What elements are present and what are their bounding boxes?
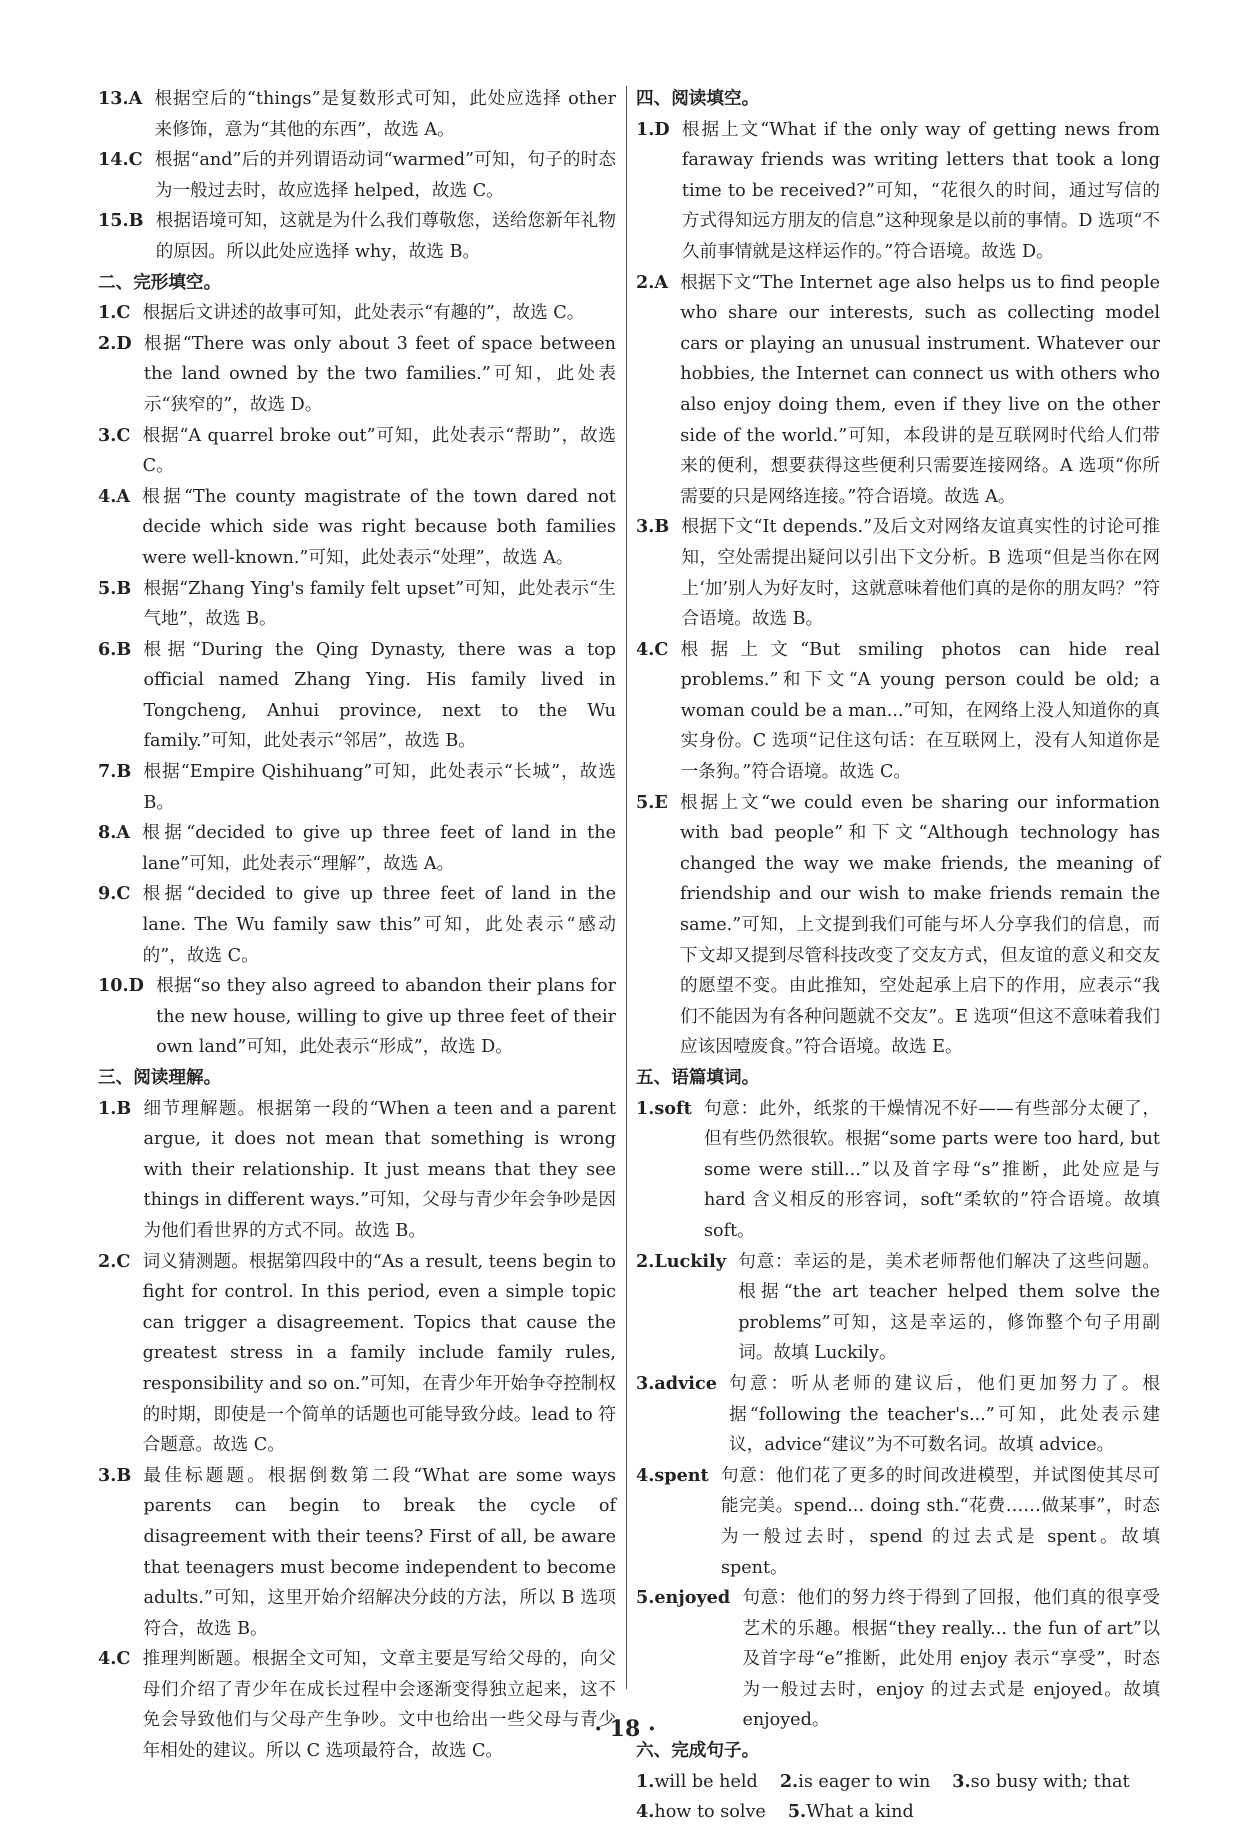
answer-explanation: 根据上文“But smiling photos can hide real problems.”和下文“A young person could be old; a woman could be a man...”可知，在网络上没人知道你的真实身份。C 选项“记住这句话：在互联网上，没有人知道你是一条狗。”符合语境。故选 C。 [680, 639, 1160, 783]
answer-key: 1.D [636, 118, 670, 140]
answer-explanation: 句意：此外，纸浆的干燥情况不好——有些部分太硬了，但有些仍然很软。根据“some parts were too hard, but some were still...”以及首字母“s”推断，此处应是与 hard 含义相反的形容词，soft“柔软的”符合语境。故填 soft。 [703, 1098, 1160, 1241]
answer-explanation: 句意：听从老师的建议后，他们更加努力了。根据“following the teacher's...”可知，此处表示建议，advice“建议”为不可数名词。故填 advice。 [729, 1373, 1160, 1456]
answer-item [636, 635, 1160, 788]
answer-explanation: 根据“decided to give up three feet of land in the lane”可知，此处表示“理解”，故选 A。 [142, 823, 616, 874]
answer-explanation: 根据“The county magistrate of the town dared not decide which side was right because both families were well-known.”可知，此处表示“处理”，故选 A。 [142, 486, 616, 568]
answer-item [636, 788, 1160, 1063]
answer-item [98, 1644, 616, 1766]
answer-explanation: 根据“A quarrel broke out”可知，此处表示“帮助”，故选 C。 [142, 425, 616, 477]
answer-key: 1.B [98, 1097, 132, 1119]
answer-item [636, 1094, 1160, 1247]
answer-key: 5.E [636, 791, 668, 813]
sentence-answer: 4.how to solve [636, 1801, 766, 1823]
answer-item [98, 145, 616, 206]
answer-explanation: 句意：幸运的是，美术老师帮他们解决了这些问题。根据“the art teacher helped them solve the problems”可知，这是幸运的，修饰整个句子用副词。故填 Luckily。 [738, 1251, 1160, 1364]
answer-explanation: 词义猜测题。根据第四段中的“As a result, teens begin to fight for control. In this period, even a simple topic can trigger a disagreement. Topics that cause the greatest stress in a family include family rules, responsibility and so on.”可知，在青少年开始争夺控制权的时期，即使是一个简单的话题也可能导致分歧。lead to 符合题意。故选 C。 [142, 1251, 616, 1456]
section-heading: 二、完形填空。 [98, 271, 222, 293]
answer-item [98, 84, 616, 145]
answer-key: 5.B [98, 577, 132, 599]
answer-explanation: 推理判断题。根据全文可知，文章主要是写给父母的，向父母们介绍了青少年在成长过程中会逐渐变得独立起来，这不免会导致他们与父母产生争吵。文中也给出一些父母与青少年相处的建议。所以 C 选项最符合，故选 C。 [142, 1649, 616, 1762]
answer-explanation: 根据语境可知，这就是为什么我们尊敬您，送给您新年礼物的原因。所以此处应选择 why，故选 B。 [155, 211, 616, 262]
answer-row [636, 1767, 1160, 1798]
answer-item [636, 115, 1160, 268]
answer-key: 3.B [636, 516, 670, 538]
answer-key: 8.A [98, 822, 131, 844]
answer-item [636, 1369, 1160, 1461]
answer-key: 5.enjoyed [636, 1587, 731, 1609]
answer-explanation: 根据空后的“things”是复数形式可知，此处应选择 other 来修饰，意为“其他的东西”，故选 A。 [154, 89, 616, 140]
answer-key: 4.A [98, 485, 131, 507]
answer-key: 3.C [98, 424, 131, 446]
answer-explanation: 根据“decided to give up three feet of land in the lane. The Wu family saw this”可知，此处表示“感动的”，故选 C。 [142, 884, 616, 966]
sentence-answer: 3.so busy with; that [952, 1770, 1130, 1792]
answer-key: 2.C [98, 1250, 131, 1272]
answer-item [98, 329, 616, 421]
answer-key: 4.spent [636, 1464, 709, 1486]
answer-key: 1.C [98, 302, 131, 324]
answer-item [636, 1247, 1160, 1369]
sentence-answer: 1.will be held [636, 1770, 758, 1792]
answer-key: 3.B [98, 1464, 132, 1486]
answer-row [636, 1797, 1160, 1828]
answer-explanation: 细节理解题。根据第一段的“When a teen and a parent argue, it does not mean that something is wrong with their relationship. It just means that they see things in different ways.”可知，父母与青少年会争吵是因为他们看世界的方式不同。故选 B。 [143, 1098, 616, 1241]
answer-key: 13.A [98, 88, 143, 109]
answer-key: 9.C [98, 883, 131, 905]
answer-key: 6.B [98, 638, 132, 660]
sentence-answer: 5.What a kind [787, 1801, 914, 1823]
section-heading: 五、语篇填词。 [636, 1067, 760, 1088]
answer-item [636, 512, 1160, 634]
answer-explanation: 根据下文“The Internet age also helps us to find people who share our interests, such as collecting model cars or playing an unusual instrument. Whatever our hobbies, the Internet can connect us with others who also enjoy doing them, even if they live on the other side of the world.”可知，本段讲的是互联网时代给人们带来的便利，想要获得这些便利只需要连接网络。A 选项“你所需要的只是网络连接。”符合语境。故选 A。 [680, 272, 1160, 507]
answer-item [98, 298, 616, 329]
answer-explanation: 句意：他们花了更多的时间改进模型，并试图使其尽可能完美。spend... doing sth.“花费……做某事”，时态为一般过去时，spend 的过去式是 spent。故填 spent。 [720, 1465, 1160, 1578]
answer-item [98, 421, 616, 482]
answer-explanation: 最佳标题题。根据倒数第二段“What are some ways parents can begin to break the cycle of disagreement with their teens? First of all, be aware that teenagers must become independent to become adults.”可知，这里开始介绍解决分歧的方法，所以 B 选项符合，故选 B。 [143, 1465, 616, 1639]
answer-explanation: 句意：他们的努力终于得到了回报，他们真的很享受艺术的乐趣。根据“they really... the fun of art”以及首字母“e”推断，此处用 enjoy 表示“享受”，时态为一般过去时，enjoy 的过去式是 enjoyed。故填 enjoyed。 [742, 1588, 1160, 1731]
answer-item [98, 206, 616, 267]
answer-item [98, 1247, 616, 1461]
answer-item [98, 574, 616, 635]
answer-explanation: 根据下文“It depends.”及后文对网络友谊真实性的讨论可推知，空处需提出疑问以引出下文分析。B 选项“但是当你在网上‘加’别人为好友时，这就意味着他们真的是你的朋友吗？”符合语境。故选 B。 [681, 517, 1160, 630]
answer-key: 4.C [636, 638, 669, 660]
answer-item [636, 268, 1160, 513]
answer-key: 4.C [98, 1648, 131, 1670]
answer-item [98, 757, 616, 818]
answer-explanation: 根据“Zhang Ying's family felt upset”可知，此处表示“生气地”，故选 B。 [143, 578, 616, 630]
answer-item [98, 1461, 616, 1645]
answer-key: 3.advice [636, 1372, 717, 1394]
answer-key: 14.C [98, 149, 143, 171]
answer-explanation: 根据后文讲述的故事可知，此处表示“有趣的”，故选 C。 [142, 303, 585, 324]
section-heading: 四、阅读填空。 [636, 88, 760, 109]
answer-explanation: 根据上文“we could even be sharing our information with bad people”和下文“Although technology has changed the way we make friends, the meaning of friendship and our wish to make friends remain the same.”可知，上文提到我们可能与坏人分享我们的信息，而下文却又提到尽管科技改变了交友方式，但友谊的意义和交友的愿望不变。由此推知，空处起承上启下的作用，应表示“我们不能因为有各种问题就不交友”。E 选项“但这不意味着我们应该因噎废食。”符合语境。故选 E。 [680, 792, 1160, 1058]
answer-explanation: 根据“so they also agreed to abandon their plans for the new house, willing to give up three feet of their own land”可知，此处表示“形成”，故选 D。 [156, 976, 616, 1058]
column-divider [626, 86, 627, 1689]
right-column [636, 84, 1160, 1828]
answer-key: 15.B [98, 210, 144, 232]
answer-item [98, 818, 616, 879]
sentence-answer: 2.is eager to win [779, 1770, 931, 1792]
answer-key: 10.D [98, 975, 144, 997]
left-column [98, 84, 616, 1767]
answer-item [98, 635, 616, 757]
answer-item [636, 1461, 1160, 1583]
answer-item [98, 879, 616, 971]
answer-key: 1.soft [636, 1097, 692, 1119]
answer-key: 2.D [98, 332, 132, 354]
answer-item [98, 971, 616, 1063]
section-heading: 六、完成句子。 [636, 1740, 760, 1762]
answer-item [98, 482, 616, 574]
section-heading: 三、阅读理解。 [98, 1067, 222, 1088]
answer-key: 7.B [98, 761, 132, 783]
answer-key: 2.A [636, 271, 669, 293]
answer-item [636, 1583, 1160, 1736]
answer-explanation: 根据“During the Qing Dynasty, there was a top official named Zhang Ying. His family lived in Tongcheng, Anhui province, next to the Wu family.”可知，此处表示“邻居”，故选 B。 [143, 639, 616, 752]
answer-key: 2.Luckily [636, 1250, 727, 1272]
answer-explanation: 根据“Empire Qishihuang”可知，此处表示“长城”，故选 B。 [143, 762, 616, 813]
answer-explanation: 根据“and”后的并列谓语动词“warmed”可知，句子的时态为一般过去时，故应选择 helped，故选 C。 [154, 150, 616, 201]
answer-explanation: 根据上文“What if the only way of getting news from faraway friends was writing letters that took a long time to be received?”可知，“花很久的时间，通过写信的方式得知远方朋友的信息”这种现象是以前的事情。D 选项“不久前事情就是这样运作的。”符合语境。故选 D。 [681, 119, 1160, 262]
answer-item [98, 1094, 616, 1247]
answer-explanation: 根据“There was only about 3 feet of space between the land owned by the two families.”可知，此处表示“狭窄的”，故选 D。 [143, 333, 616, 415]
page-number: · 18 · [594, 1716, 656, 1742]
